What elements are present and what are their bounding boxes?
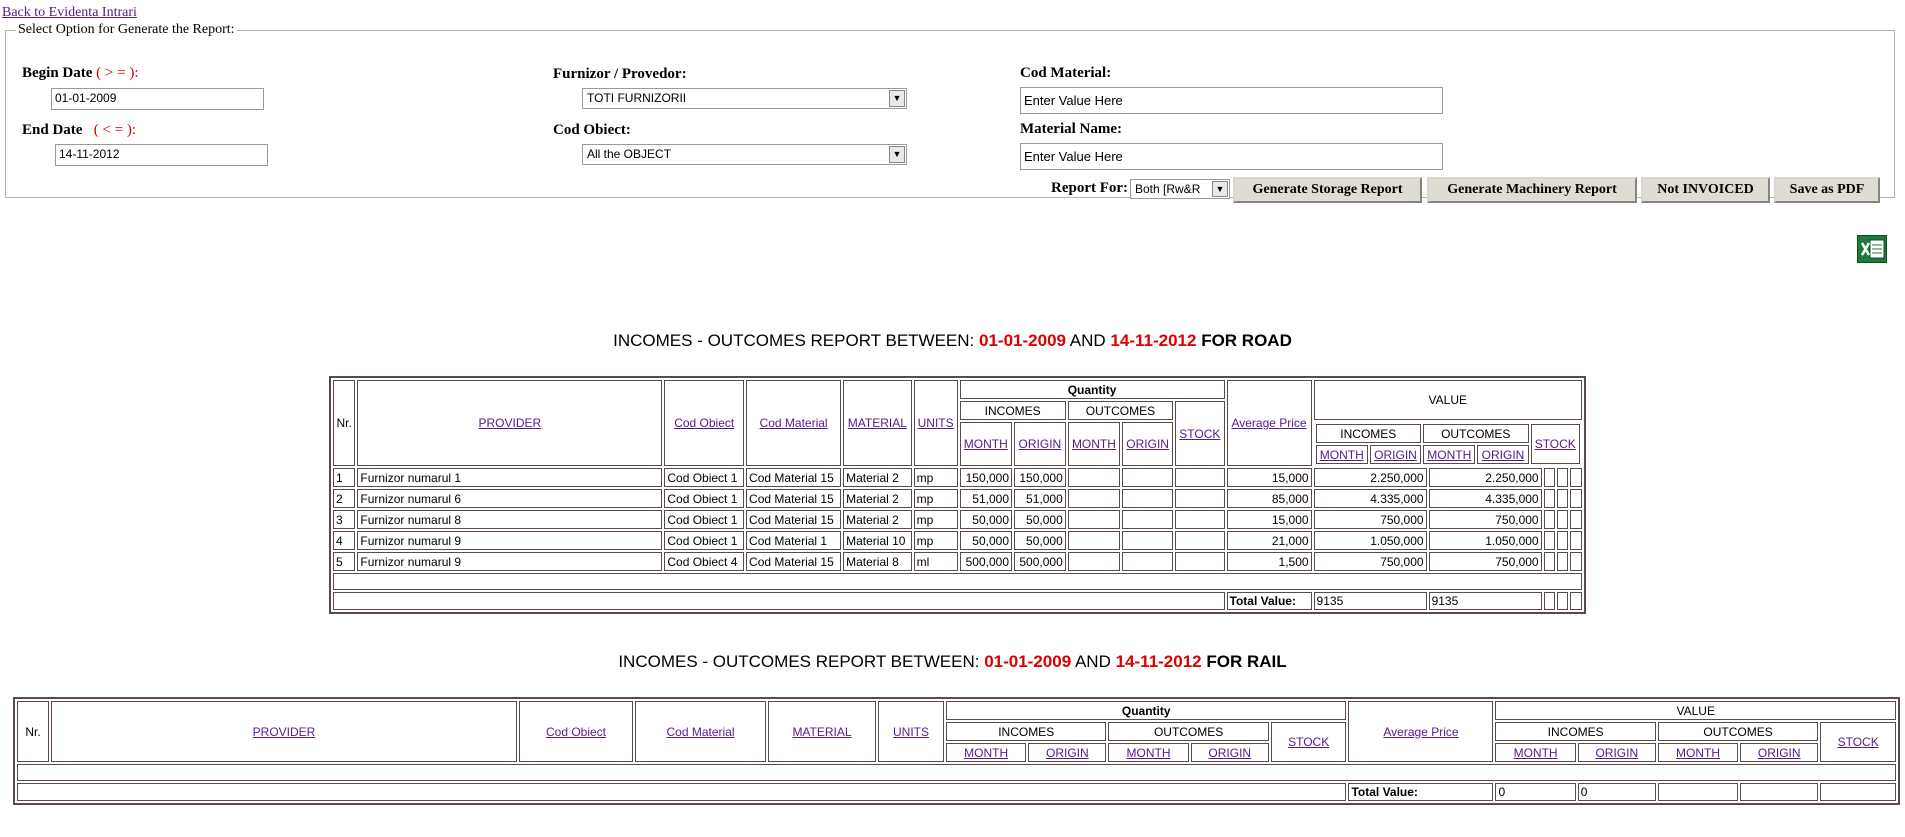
begin-date-label-text: Begin Date [22,65,93,81]
sort-cod-material-link[interactable]: Cod Material [759,416,828,430]
col-provider [51,701,517,762]
rail-report-title [0,652,1905,672]
row-nr: 2 [333,489,355,508]
row-v-in-month: 1.050,000 [1314,531,1427,550]
col-value-incomes: INCOMES [1316,424,1421,443]
report-for-label: Report For: [1051,180,1129,196]
row-q-out-origin [1122,552,1173,571]
row-v-out-month [1544,531,1555,550]
row-cod-obiect: Cod Obiect 1 [664,489,744,508]
value-subheader-table [1314,422,1582,466]
total-empty-cell [1658,783,1738,801]
row-q-out-origin [1122,489,1173,508]
col-q-out-origin [1191,743,1269,762]
sort-cod-obiect-link[interactable]: Cod Obiect [545,724,607,739]
end-date-label [22,122,136,139]
rail-date-from: 01-01-2009 [984,652,1072,671]
row-q-in-origin: 51,000 [1014,489,1066,508]
sort-cod-obiect-link[interactable]: Cod Obiect [674,416,735,430]
col-value-stock [1531,424,1580,464]
col-provider [357,380,662,466]
col-value-outcomes: OUTCOMES [1423,424,1528,443]
row-q-in-origin: 50,000 [1014,531,1066,550]
sort-v-out-origin-link[interactable]: ORIGIN [1481,447,1525,462]
col-quantity-outcomes: OUTCOMES [1108,722,1268,741]
material-code-label: Cod Material: [1020,65,1112,81]
row-v-out-origin [1557,552,1568,571]
row-v-in-origin: 4.335,000 [1429,489,1542,508]
col-q-in-origin [1028,743,1106,762]
material-name-label: Material Name: [1020,121,1123,137]
row-v-stock [1570,489,1582,508]
total-row [17,783,1896,801]
rail-report-table [13,697,1900,805]
row-q-out-month [1068,552,1120,571]
row-v-stock [1570,552,1582,571]
sort-v-in-month-link[interactable]: MONTH [1319,447,1364,462]
empty-cell [333,573,1582,590]
col-cod-material [746,380,841,466]
row-nr: 1 [333,468,355,487]
col-quantity-stock [1175,401,1224,466]
col-v-in-month [1495,743,1575,762]
total-empty-cell [1557,592,1568,610]
row-material: Material 2 [843,510,912,529]
empty-cell [17,764,1896,781]
report-for-select[interactable] [1130,179,1230,199]
row-v-out-month [1544,468,1555,487]
col-units [878,701,944,762]
row-provider: Furnizor numarul 1 [357,468,662,487]
row-v-in-origin: 750,000 [1429,552,1542,571]
row-q-stock [1175,510,1224,529]
sort-q-out-origin-link[interactable]: ORIGIN [1208,745,1252,760]
row-q-in-origin: 50,000 [1014,510,1066,529]
report-options-panel [5,22,1895,198]
sort-v-out-month-link[interactable]: MONTH [1676,745,1720,760]
provider-select[interactable] [582,88,907,109]
col-cod-material [635,701,766,762]
row-units: mp [914,489,958,508]
sort-v-out-month-link[interactable]: MONTH [1427,447,1472,462]
row-average-price: 15,000 [1227,468,1312,487]
row-units: ml [914,552,958,571]
end-date-label-text: End Date [22,122,83,138]
total-label: Total Value: [1227,592,1312,610]
row-v-out-month [1544,489,1555,508]
col-quantity-incomes: INCOMES [960,401,1066,420]
material-code-input[interactable]: Enter Value Here [1020,87,1443,114]
sort-material-link[interactable]: MATERIAL [792,724,852,739]
row-v-in-month: 750,000 [1314,510,1427,529]
end-date-operator: ( < = ): [93,122,137,138]
col-quantity-stock [1271,722,1347,762]
sort-q-out-origin-link[interactable]: ORIGIN [1126,437,1169,451]
total-spacer [333,592,1225,610]
row-q-stock [1175,489,1224,508]
row-average-price: 21,000 [1227,531,1312,550]
col-quantity: Quantity [946,701,1346,720]
col-material [768,701,876,762]
col-cod-obiect [664,380,744,466]
row-q-in-origin: 500,000 [1014,552,1066,571]
generate-machinery-report-button[interactable]: Generate Machinery Report [1427,177,1637,203]
material-name-input[interactable]: Enter Value Here [1020,143,1443,170]
begin-date-label [22,65,139,82]
sort-q-out-month-link[interactable]: MONTH [1071,437,1116,451]
row-v-stock [1570,510,1582,529]
road-date-to: 14-11-2012 [1110,331,1197,350]
row-v-out-month [1544,552,1555,571]
report-for-select-value: Both [Rw&R [1135,182,1201,196]
road-report-table [329,376,1586,614]
col-units [914,380,958,466]
col-average-price [1348,701,1493,762]
sort-v-in-origin-link[interactable]: ORIGIN [1595,745,1639,760]
total-value-month: 0 [1495,783,1575,801]
col-q-in-month [960,422,1012,466]
col-q-out-month [1108,743,1188,762]
row-v-in-origin: 2.250,000 [1429,468,1542,487]
row-v-out-month [1544,510,1555,529]
col-v-out-month [1423,445,1475,464]
row-units: mp [914,468,958,487]
object-select-value: All the OBJECT [587,147,672,161]
row-q-stock [1175,468,1224,487]
row-provider: Furnizor numarul 8 [357,510,662,529]
save-as-pdf-button[interactable]: Save as PDF [1774,177,1880,203]
row-material: Material 2 [843,489,912,508]
row-cod-material: Cod Material 15 [746,552,841,571]
rail-title-mode: FOR RAIL [1206,652,1287,671]
total-row [333,592,1582,610]
col-material [843,380,912,466]
rail-table-body [17,764,1896,801]
chevron-down-icon: ▼ [1212,181,1228,197]
row-v-in-month: 2.250,000 [1314,468,1427,487]
total-empty-cell [1820,783,1896,801]
road-title-and: AND [1069,331,1106,350]
col-nr: Nr. [17,701,49,762]
empty-row [17,764,1896,781]
sort-units-link[interactable]: UNITS [917,416,954,430]
total-label: Total Value: [1348,783,1493,801]
chevron-down-icon: ▼ [889,90,905,107]
total-value-origin: 9135 [1429,592,1542,610]
total-value-origin: 0 [1578,783,1656,801]
total-empty-cell [1740,783,1818,801]
col-cod-obiect [519,701,633,762]
row-cod-material: Cod Material 15 [746,489,841,508]
road-date-from: 01-01-2009 [979,331,1066,350]
begin-date-operator: ( > = ): [96,65,139,81]
row-q-out-month [1068,510,1120,529]
row-nr: 3 [333,510,355,529]
provider-label: Furnizor / Provedor: [553,66,687,82]
col-value-stock [1820,722,1896,762]
row-cod-material: Cod Material 15 [746,510,841,529]
excel-icon[interactable] [1857,235,1887,263]
chevron-down-icon: ▼ [889,146,905,163]
sort-units-link[interactable]: UNITS [893,724,929,739]
sort-average-price-link[interactable]: Average Price [1383,724,1459,739]
row-cod-material: Cod Material 1 [746,531,841,550]
row-q-in-origin: 150,000 [1014,468,1066,487]
table-row [333,489,1582,508]
row-provider: Furnizor numarul 9 [357,552,662,571]
col-v-out-month [1658,743,1738,762]
row-nr: 5 [333,552,355,571]
col-quantity-outcomes: OUTCOMES [1068,401,1173,420]
row-material: Material 10 [843,531,912,550]
table-row [333,552,1582,571]
col-average-price [1227,380,1312,466]
row-q-in-month: 50,000 [960,531,1012,550]
row-v-in-month: 750,000 [1314,552,1427,571]
row-v-in-origin: 1.050,000 [1429,531,1542,550]
row-provider: Furnizor numarul 9 [357,531,662,550]
col-nr: Nr. [333,380,355,466]
road-title-mode: FOR ROAD [1201,331,1292,350]
row-cod-obiect: Cod Obiect 1 [664,531,744,550]
generate-storage-report-button[interactable]: Generate Storage Report [1233,177,1422,203]
col-v-in-origin [1578,743,1656,762]
row-q-stock [1175,531,1224,550]
row-q-stock [1175,552,1224,571]
sort-value-stock-link[interactable]: STOCK [1837,735,1879,749]
col-value-incomes: INCOMES [1495,722,1655,741]
sort-q-in-origin-link[interactable]: ORIGIN [1046,745,1089,760]
col-value: VALUE [1314,380,1582,420]
report-options-legend: Select Option for Generate the Report: [18,22,235,37]
col-v-out-origin [1740,743,1818,762]
total-spacer [17,783,1346,801]
table-row [333,468,1582,487]
row-v-out-origin [1557,510,1568,529]
row-cod-material: Cod Material 15 [746,468,841,487]
row-material: Material 2 [843,468,912,487]
row-v-stock [1570,531,1582,550]
row-q-in-month: 150,000 [960,468,1012,487]
sort-stock-link[interactable]: STOCK [1288,735,1330,749]
col-q-out-month [1068,422,1120,466]
rail-title-and: AND [1074,652,1111,671]
rail-title-prefix: INCOMES - OUTCOMES REPORT BETWEEN: [618,652,980,671]
row-q-out-origin [1122,510,1173,529]
row-q-out-origin [1122,468,1173,487]
row-q-in-month: 500,000 [960,552,1012,571]
col-v-in-month [1316,445,1368,464]
end-date-input[interactable]: 14-11-2012 [55,144,268,166]
object-select[interactable] [582,144,907,165]
row-q-out-month [1068,468,1120,487]
sort-cod-material-link[interactable]: Cod Material [666,724,735,739]
rail-date-to: 14-11-2012 [1115,652,1202,671]
row-average-price: 85,000 [1227,489,1312,508]
row-v-out-origin [1557,531,1568,550]
row-cod-obiect: Cod Obiect 1 [664,468,744,487]
road-table-body [333,468,1582,610]
row-v-out-origin [1557,489,1568,508]
row-q-out-month [1068,531,1120,550]
row-q-out-month [1068,489,1120,508]
not-invoiced-button[interactable]: Not INVOICED [1641,177,1770,203]
sort-q-out-month-link[interactable]: MONTH [1126,745,1171,760]
road-report-title [0,331,1905,351]
col-quantity-incomes: INCOMES [946,722,1106,741]
row-cod-obiect: Cod Obiect 1 [664,510,744,529]
total-empty-cell [1570,592,1582,610]
sort-q-in-month-link[interactable]: MONTH [964,745,1009,760]
row-units: mp [914,531,958,550]
col-q-in-origin [1014,422,1066,466]
sort-stock-link[interactable]: STOCK [1179,426,1221,441]
sort-v-in-month-link[interactable]: MONTH [1513,745,1558,760]
empty-row [333,573,1582,590]
row-q-in-month: 51,000 [960,489,1012,508]
col-v-in-origin [1370,445,1421,464]
row-q-in-month: 50,000 [960,510,1012,529]
provider-select-value: TOTI FURNIZORII [587,91,687,105]
sort-q-in-month-link[interactable]: MONTH [963,437,1008,451]
sort-provider-link[interactable]: PROVIDER [252,724,316,739]
sort-value-stock-link[interactable]: STOCK [1534,437,1576,451]
object-label: Cod Obiect: [553,122,631,138]
col-quantity: Quantity [960,380,1225,399]
row-q-out-origin [1122,531,1173,550]
col-q-out-origin [1122,422,1173,466]
col-v-out-origin [1477,445,1528,464]
total-empty-cell [1544,592,1555,610]
row-average-price: 1,500 [1227,552,1312,571]
col-value-outcomes: OUTCOMES [1658,722,1818,741]
road-title-prefix: INCOMES - OUTCOMES REPORT BETWEEN: [613,331,975,350]
sort-q-in-origin-link[interactable]: ORIGIN [1018,437,1062,451]
sort-average-price-link[interactable]: Average Price [1231,416,1307,430]
row-material: Material 8 [843,552,912,571]
sort-v-out-origin-link[interactable]: ORIGIN [1757,745,1801,760]
value-subheader [1314,422,1582,466]
col-q-in-month [946,743,1026,762]
row-v-out-origin [1557,468,1568,487]
sort-material-link[interactable]: MATERIAL [847,416,907,430]
row-provider: Furnizor numarul 6 [357,489,662,508]
table-row [333,510,1582,529]
begin-date-input[interactable]: 01-01-2009 [51,88,264,110]
total-value-month: 9135 [1314,592,1427,610]
row-average-price: 15,000 [1227,510,1312,529]
sort-provider-link[interactable]: PROVIDER [478,416,542,430]
row-v-in-month: 4.335,000 [1314,489,1427,508]
row-units: mp [914,510,958,529]
back-to-evidenta-link[interactable]: Back to Evidenta Intrari [2,5,137,20]
col-value: VALUE [1495,701,1896,720]
row-cod-obiect: Cod Obiect 4 [664,552,744,571]
row-nr: 4 [333,531,355,550]
row-v-in-origin: 750,000 [1429,510,1542,529]
row-v-stock [1570,468,1582,487]
sort-v-in-origin-link[interactable]: ORIGIN [1374,447,1417,462]
table-row [333,531,1582,550]
